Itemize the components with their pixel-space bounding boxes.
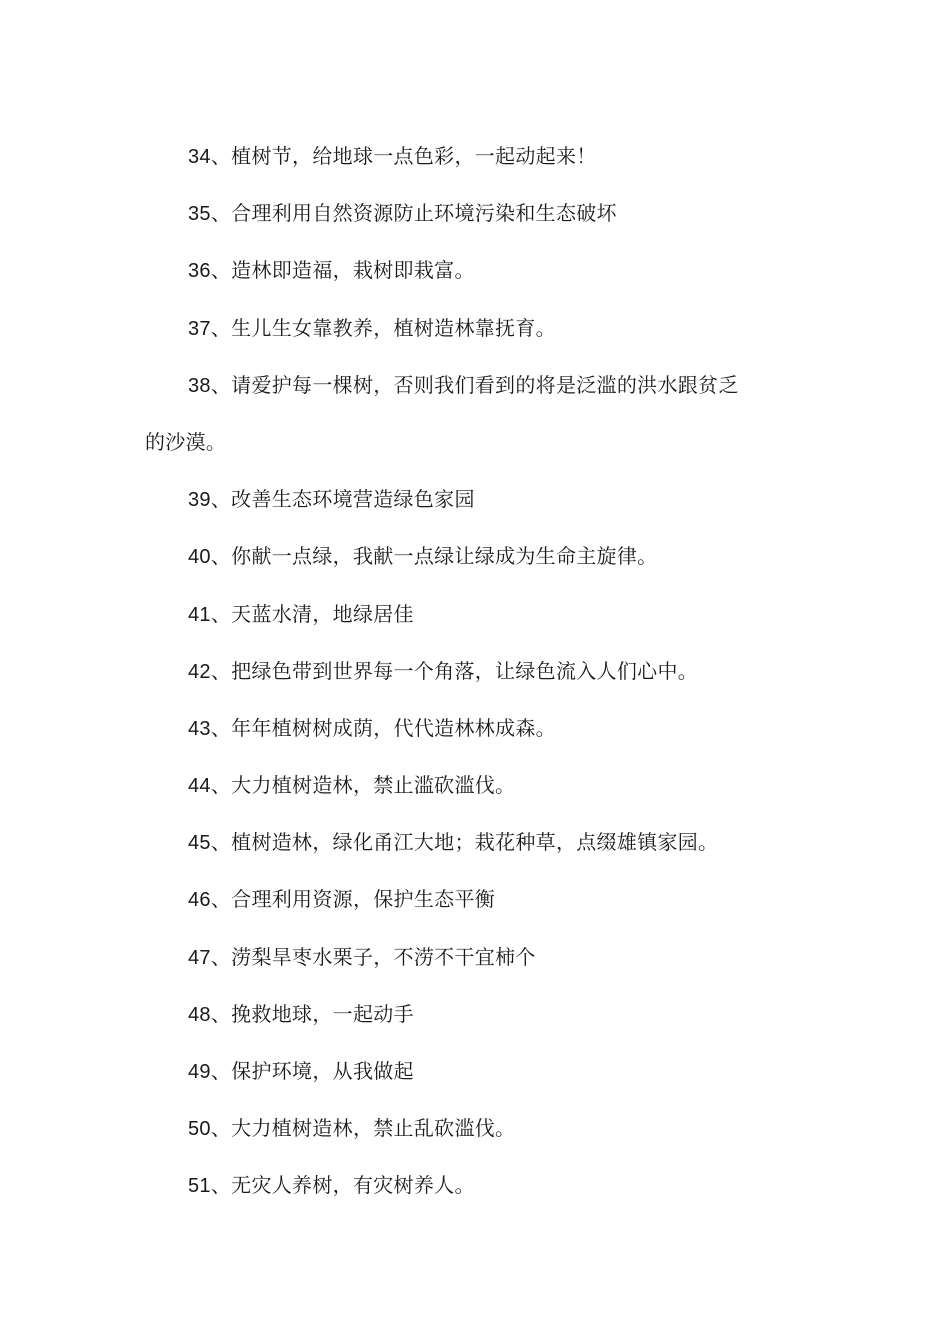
item-number: 38 (188, 374, 211, 397)
item-text: 、无灾人养树，有灾树养人。 (210, 1173, 475, 1198)
item-text: 、合理利用资源，保护生态平衡 (210, 887, 496, 912)
item-number: 45 (188, 832, 211, 855)
list-item (145, 929, 815, 986)
list-item (145, 1100, 815, 1157)
list-item (145, 357, 815, 414)
item-text: 、涝梨旱枣水栗子，不涝不干宜柿个 (210, 944, 536, 969)
list-item (145, 814, 815, 871)
item-text: 、年年植树树成荫，代代造林林成森。 (210, 715, 556, 740)
list-item (145, 700, 815, 757)
item-text: 、植树造林，绿化甬江大地；栽花种草，点缀雄镇家园。 (210, 830, 719, 855)
item-text: 、植树节，给地球一点色彩，一起动起来！ (210, 144, 597, 168)
list-item-continuation (145, 414, 815, 471)
list-item (145, 471, 815, 528)
item-number: 41 (188, 603, 211, 626)
list-item (145, 242, 815, 299)
item-number: 47 (188, 946, 211, 969)
item-text: 、保护环境，从我做起 (210, 1059, 414, 1083)
list-item (145, 871, 815, 928)
item-text: 、大力植树造林，禁止滥砍滥伐。 (210, 773, 516, 798)
item-number: 49 (188, 1061, 211, 1083)
item-text: 、天蓝水清，地绿居佳 (210, 601, 414, 626)
item-number: 50 (188, 1118, 211, 1141)
item-number: 51 (188, 1175, 211, 1198)
item-text: 、你献一点绿，我献一点绿让绿成为生命主旋律。 (210, 544, 658, 569)
item-text: 、请爱护每一棵树，否则我们看到的将是泛滥的洪水跟贫乏 (210, 372, 739, 397)
list-item (145, 1157, 815, 1214)
item-number: 35 (188, 203, 211, 226)
item-text: 、把绿色带到世界每一个角落，让绿色流入人们心中。 (210, 658, 699, 683)
item-number: 42 (188, 660, 211, 683)
list-item (145, 300, 815, 357)
item-text: 、生儿生女靠教养，植树造林靠抚育。 (210, 315, 556, 340)
list-item (145, 586, 815, 643)
item-text: 、改善生态环境营造绿色家园 (210, 487, 475, 512)
item-number: 44 (188, 775, 211, 798)
item-text: 、造林即造福，栽树即栽富。 (210, 258, 475, 283)
item-text: 、合理利用自然资源防止环境污染和生态破坏 (210, 201, 617, 226)
item-number: 40 (188, 546, 211, 569)
list-item (145, 128, 815, 185)
item-number: 48 (188, 1003, 211, 1026)
item-text: 的沙漠。 (145, 429, 227, 454)
item-number: 36 (188, 260, 211, 283)
slogan-list (145, 128, 815, 1215)
list-item (145, 643, 815, 700)
list-item (145, 185, 815, 242)
item-number: 37 (188, 317, 211, 340)
item-text: 、大力植树造林，禁止乱砍滥伐。 (210, 1116, 516, 1141)
list-item (145, 1043, 815, 1100)
list-item (145, 757, 815, 814)
item-number: 34 (188, 146, 211, 168)
item-number: 43 (188, 717, 211, 740)
list-item (145, 528, 815, 585)
item-text: 、挽救地球，一起动手 (210, 1001, 414, 1026)
item-number: 46 (188, 889, 211, 912)
list-item (145, 986, 815, 1043)
item-number: 39 (188, 489, 211, 512)
